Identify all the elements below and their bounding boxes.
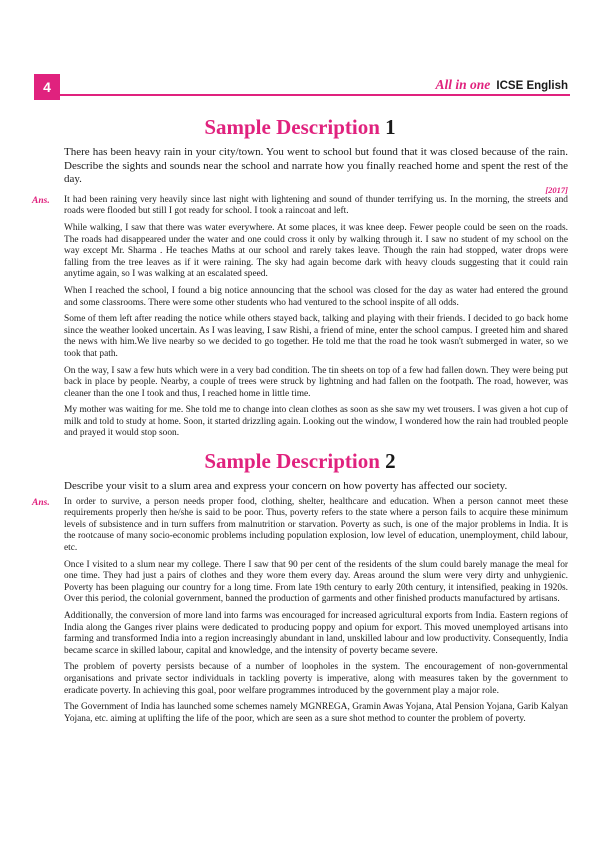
answer-label: Ans. (32, 195, 50, 206)
year-tag: [2017] (545, 184, 568, 195)
brand (436, 77, 568, 93)
header-rule (60, 94, 570, 96)
answer-paragraph: My mother was waiting for me. She told me to change into clean clothes as soon as she saw my wet trousers. I was given a hot cup of milk and told to study at home. Soon, it started drizzling again. Looking out the window, I wondered how the rain had troubled people and prayed it would stop soon. (64, 405, 568, 439)
answer-block (32, 496, 568, 726)
answer-paragraph: It had been raining very heavily since last night with lightening and sound of thunder terrifying us. In the morning, the streets and roads were flooded but still I got ready for school. I took a raincoat and left. (64, 194, 568, 217)
answer-paragraph: In order to survive, a person needs proper food, clothing, shelter, healthcare and education. When a person cannot meet these requirements properly then he/she is said to be poor. Thus, poverty refers to the state where a person fails to acquire these minimum levels of subsistence and in turn suffers from malnutrition or starvation. Poverty as such, is one of the major problems in India. It is the rootcause of many socio-economic problems including population explosion, low level of education, unemployment, child labour, etc. (64, 496, 568, 554)
section-number: 1 (385, 115, 396, 139)
answer-paragraph: While walking, I saw that there was water everywhere. At some places, it was knee deep. Fewer people could be seen on the roads. The roads had disappeared under the water and one could cross it only by walking through it. I saw no student of my school on the way except Mr. Sharma . He teaches Maths at our school and rarely takes leave. Though the rain had stopped, water drops were falling from the tree leaves as if it were raining. The sky had again become dark with heavy clouds suggesting that it could rain anytime again, so I was walking at an escalated speed. (64, 222, 568, 280)
answer-paragraph: Once I visited to a slum near my college. There I saw that 90 per cent of the residents of the slum could barely manage the meal for one time. They had just a pairs of clothes and they wore them every day. Areas around the slum were very dirty and unhygienic. Poverty has been plaguing our country for a long time. From late 19th century to early 20th century, it intensified, peaking in 1920s. Over this period, the colonial government, banned the production of garments and other finished products manufactured by artisans. (64, 559, 568, 605)
section-sample-description-2 (32, 448, 568, 725)
answer-paragraph: The Government of India has launched some schemes namely MGNREGA, Gramin Awas Yojana, Atal Pension Yojana, Garib Kalyan Yojana, etc. aiming at uplifting the life of the poor, which are seen as a sure shot method to counter the problem of poverty. (64, 702, 568, 724)
book-title: ICSE English (496, 80, 568, 92)
answer-paragraph: When I reached the school, I found a big notice announcing that the school was closed for the day as water had entered the ground and some classrooms. There were some other students who had ventured to the school inspite of all odds. (64, 285, 568, 308)
answer-paragraph: The problem of poverty persists because of a number of loopholes in the system. The encouragement of non-governmental organisations and private sector individuals in tackling poverty is imperative, along with measures taken by the government to eradicate poverty. In achieving this goal, poor welfare programmes introduced by the government play a major role. (64, 662, 568, 696)
section-title-text: Sample Description (204, 449, 380, 474)
page-header (0, 0, 600, 100)
section-number: 2 (385, 449, 396, 474)
answer-paragraph: On the way, I saw a few huts which were in a very bad condition. The tin sheets on top of a few had fallen down. They were being put back in place by people. Nearby, a couple of trees were struck by lightning and had fallen on the footpath. The road, however, was cleaner than the one I took and thus, I reached home in little time. (64, 365, 568, 399)
answer-label: Ans. (32, 497, 50, 508)
section-title (32, 114, 568, 140)
question-text: There has been heavy rain in your city/town. You went to school but found that it was closed because of the rain. Describe the sights and sounds near the school and narrate how you finally reached home and spent the rest of the day. (64, 146, 568, 186)
answer-paragraph: Some of them left after reading the notice while others stayed back, talking and playing with their friends. I decided to go back home since the weather looked uncertain. As I was leaving, I saw Rishi, a friend of mine, enter the school campus. I greeted him and shared the news with him.We live nearby so we decided to go together. He told me that the road he took wasn't submerged in water, so we took that path. (64, 314, 568, 359)
section-sample-description-1 (32, 114, 568, 440)
answer-block (32, 194, 568, 440)
question-text: Describe your visit to a slum area and express your concern on how poverty has affected our society. (64, 480, 508, 493)
answer-paragraph: Additionally, the conversion of more land into farms was encouraged for increased agricultural exports from India. Eastern regions of India along the Ganges river plains were dedicated to producing poppy and opium for export. This moved unemployed artisans into farming and transformed India into a region increasingly abundant in land, unskilled labour and low productivity. Consequently, India became scarce in skilled labour, capital and knowledge, and the intensity of poverty became severe. (64, 611, 568, 656)
page-number-badge: 4 (34, 74, 60, 100)
page-content (32, 114, 568, 730)
section-title-text: Sample Description (204, 115, 380, 139)
section-title (32, 448, 568, 474)
brand-logo: All in one (435, 77, 491, 92)
